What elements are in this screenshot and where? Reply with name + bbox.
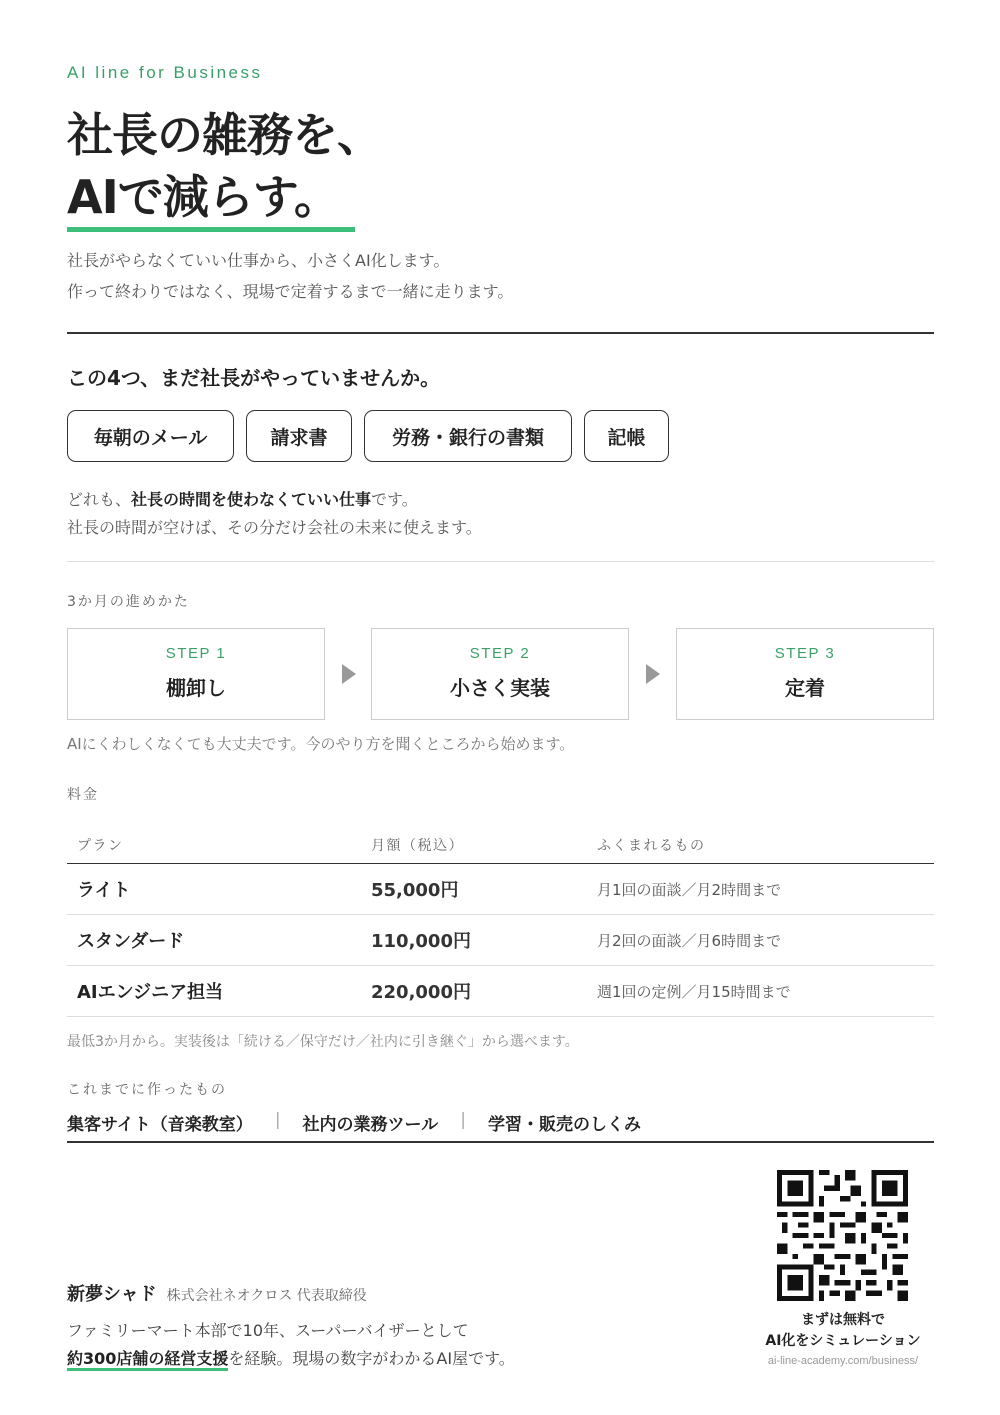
task-chip: 請求書: [246, 410, 352, 462]
profile-bio: [67, 1317, 515, 1373]
tasks-note: [67, 486, 482, 542]
task-chips: [67, 410, 669, 462]
chevron-right-icon: [646, 664, 660, 684]
note-line2: 社長の時間が空けば、その分だけ会社の未来に使えます。: [67, 518, 482, 537]
headline-line2: AIで減らす。: [67, 166, 339, 228]
work-item: 社内の業務ツール: [302, 1115, 439, 1135]
process-steps: [67, 628, 934, 720]
plan-price: 55,000円: [367, 864, 597, 915]
pricing-table: [67, 826, 934, 1017]
plan-price: 110,000円: [367, 915, 597, 966]
note-pre: どれも、: [67, 490, 132, 509]
note-post: です。: [371, 490, 418, 509]
table-row: [67, 864, 934, 915]
lead-line1: 社長がやらなくていい仕事から、小さくAI化します。: [67, 251, 450, 270]
step-title: 小さく実装: [450, 676, 550, 700]
plan-name: AIエンジニア担当: [67, 966, 367, 1017]
divider: [67, 561, 934, 562]
plan-price: 220,000円: [367, 966, 597, 1017]
pricing-note: 最低3か月から。実装後は「続ける／保守だけ／社内に引き継ぐ」から選べます。: [67, 1034, 579, 1050]
note-bold: 社長の時間を使わなくていい仕事: [131, 490, 372, 509]
separator: |: [274, 1110, 281, 1130]
works-label: これまでに作ったもの: [67, 1082, 227, 1098]
bio-line1: ファミリーマート本部で10年、スーパーバイザーとして: [67, 1321, 469, 1340]
plan-includes: 月2回の面談／月6時間まで: [597, 915, 934, 966]
column-header: プラン: [67, 826, 367, 864]
bio-bold: 約300店舗の経営支援: [67, 1349, 228, 1371]
question-heading: この4つ、まだ社長がやっていませんか。: [67, 366, 441, 390]
bio-line2: を経験。現場の数字がわかるAI屋です。: [228, 1349, 515, 1368]
profile-name: 新夢シャド: [67, 1284, 157, 1305]
plan-name: スタンダード: [67, 915, 367, 966]
plan-includes: 週1回の定例／月15時間まで: [597, 966, 934, 1017]
task-chip: 毎朝のメール: [67, 410, 234, 462]
step-title: 棚卸し: [166, 676, 226, 700]
flyer-page: [67, 0, 934, 1415]
process-note: AIにくわしくなくても大丈夫です。今のやり方を聞くところから始めます。: [67, 735, 575, 753]
headline: [67, 104, 382, 228]
lead-text: [67, 245, 513, 307]
column-header: 月額（税込）: [367, 826, 597, 864]
headline-line1: 社長の雑務を、: [67, 108, 382, 162]
separator: |: [460, 1110, 466, 1130]
step-number: STEP 3: [774, 645, 836, 662]
brand-label: AI line for Business: [67, 63, 263, 82]
cta-text: [737, 1310, 949, 1352]
step-number: STEP 1: [165, 645, 227, 662]
work-item: 集客サイト（音楽教室）: [67, 1115, 253, 1135]
table-row: [67, 915, 934, 966]
process-label: 3か月の進めかた: [67, 594, 190, 610]
step-number: STEP 2: [469, 645, 531, 662]
profile-header: [67, 1280, 367, 1306]
task-chip: 労務・銀行の書類: [364, 410, 572, 462]
chevron-right-icon: [342, 664, 356, 684]
work-item: 学習・販売のしくみ: [487, 1115, 641, 1135]
plan-name: ライト: [67, 864, 367, 915]
step-card: [67, 628, 325, 720]
cta-url[interactable]: ai-line-academy.com/business/: [767, 1355, 919, 1367]
pricing-label: 料金: [67, 787, 99, 803]
step-card: [676, 628, 934, 720]
step-title: 定着: [785, 676, 825, 700]
works-list: [67, 1110, 934, 1143]
profile-role: 株式会社ネオクロス 代表取締役: [166, 1288, 367, 1304]
section-divider: [67, 332, 934, 334]
plan-includes: 月1回の面談／月2時間まで: [597, 864, 934, 915]
qr-code-icon[interactable]: [777, 1170, 908, 1301]
task-chip: 記帳: [584, 410, 669, 462]
cta-line2: AI化をシミュレーション: [765, 1333, 921, 1349]
table-row: [67, 966, 934, 1017]
cta-line1: まずは無料で: [801, 1312, 885, 1328]
step-card: [371, 628, 629, 720]
lead-line2: 作って終わりではなく、現場で定着するまで一緒に走ります。: [67, 282, 514, 301]
column-header: ふくまれるもの: [597, 826, 934, 864]
table-header-row: [67, 826, 934, 864]
